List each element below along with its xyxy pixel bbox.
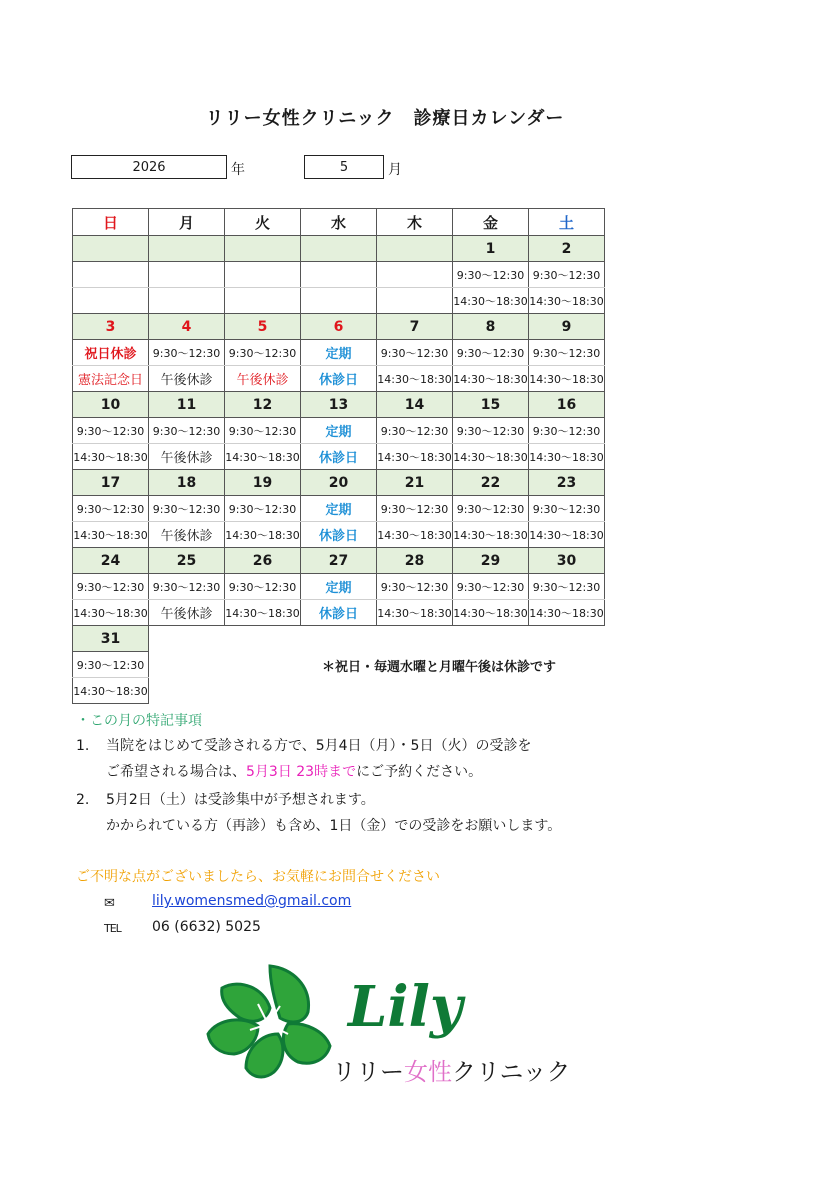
page-title: リリー女性クリニック 診療日カレンダー: [205, 108, 565, 129]
afternoon-slot: 午後休診: [149, 522, 225, 548]
morning-slot: 9:30〜12:30: [377, 340, 453, 366]
afternoon-slot: [73, 288, 149, 314]
morning-slot: 9:30〜12:30: [377, 418, 453, 444]
notice-1-deadline: 5月3日 23時まで: [246, 764, 357, 780]
date-cell: 28: [377, 548, 453, 574]
morning-slot: 9:30〜12:30: [529, 574, 605, 600]
afternoon-slot: 14:30〜18:30: [453, 600, 529, 626]
notice-1-line-2: [106, 759, 482, 785]
afternoon-slot: 14:30〜18:30: [377, 444, 453, 470]
date-cell: 17: [73, 470, 149, 496]
morning-slot: 9:30〜12:30: [225, 574, 301, 600]
logo-subtitle: [332, 1052, 571, 1087]
weekday-header: 火: [225, 209, 301, 236]
blank-cell: [453, 626, 529, 652]
afternoon-slot: [225, 288, 301, 314]
date-cell: 23: [529, 470, 605, 496]
date-cell: 29: [453, 548, 529, 574]
morning-slot: 9:30〜12:30: [73, 496, 149, 522]
morning-slot: [73, 262, 149, 288]
morning-slot: 9:30〜12:30: [149, 418, 225, 444]
afternoon-slot: [301, 288, 377, 314]
morning-slot: 9:30〜12:30: [453, 574, 529, 600]
afternoon-slot: 午後休診: [149, 600, 225, 626]
year-unit: 年: [231, 162, 245, 178]
closed-days-note: ＊祝日・毎週水曜と月曜午後は休診です: [322, 660, 557, 675]
notice-heading: ・この月の特記事項: [76, 713, 202, 729]
date-cell: 5: [225, 314, 301, 340]
notice-1-line-2-pre: ご希望される場合は、: [106, 764, 246, 780]
date-cell: 24: [73, 548, 149, 574]
date-cell: 18: [149, 470, 225, 496]
morning-slot: 9:30〜12:30: [529, 496, 605, 522]
afternoon-slot: 14:30〜18:30: [529, 600, 605, 626]
date-cell: 19: [225, 470, 301, 496]
weekday-header: 水: [301, 209, 377, 236]
morning-slot: 9:30〜12:30: [453, 262, 529, 288]
mail-icon: ✉: [104, 896, 115, 911]
date-cell: 30: [529, 548, 605, 574]
date-cell: 15: [453, 392, 529, 418]
afternoon-slot: 14:30〜18:30: [225, 600, 301, 626]
afternoon-slot: 14:30〜18:30: [73, 600, 149, 626]
afternoon-slot: 休診日: [301, 366, 377, 392]
date-cell: 20: [301, 470, 377, 496]
afternoon-slot: 14:30〜18:30: [529, 522, 605, 548]
blank-cell: [149, 626, 225, 652]
notice-2-number: 2.: [76, 792, 90, 808]
morning-slot: 9:30〜12:30: [73, 652, 149, 678]
afternoon-slot: 休診日: [301, 600, 377, 626]
afternoon-slot: 午後休診: [149, 444, 225, 470]
notice-2-line-2: かかられている方（再診）も含め、1日（金）での受診をお願いします。: [106, 818, 562, 834]
notice-1-line-1: 当院をはじめて受診される方で、5月4日（月）・5日（火）の受診を: [106, 738, 532, 754]
tel-icon: TEL: [104, 922, 121, 935]
afternoon-slot: 14:30〜18:30: [453, 366, 529, 392]
date-cell: [301, 236, 377, 262]
afternoon-slot: 午後休診: [149, 366, 225, 392]
date-cell: 26: [225, 548, 301, 574]
afternoon-slot: 14:30〜18:30: [377, 522, 453, 548]
date-cell: [377, 236, 453, 262]
date-cell: 25: [149, 548, 225, 574]
logo-sub-part-2: 女性: [404, 1058, 452, 1086]
blank-cell: [149, 678, 225, 704]
year-field: 2026: [71, 155, 227, 179]
afternoon-slot: 14:30〜18:30: [453, 522, 529, 548]
afternoon-slot: [377, 288, 453, 314]
afternoon-slot: 14:30〜18:30: [377, 600, 453, 626]
logo-sub-part-3: クリニック: [452, 1058, 571, 1086]
date-cell: 7: [377, 314, 453, 340]
morning-slot: 9:30〜12:30: [73, 574, 149, 600]
afternoon-slot: 14:30〜18:30: [73, 678, 149, 704]
date-cell: [225, 236, 301, 262]
blank-cell: [301, 678, 377, 704]
logo-wordmark: Lily: [348, 974, 463, 1040]
afternoon-slot: 午後休診: [225, 366, 301, 392]
morning-slot: [225, 262, 301, 288]
date-cell: 2: [529, 236, 605, 262]
morning-slot: 9:30〜12:30: [225, 418, 301, 444]
morning-slot: [149, 262, 225, 288]
blank-cell: [225, 652, 301, 678]
date-cell: 6: [301, 314, 377, 340]
morning-slot: 9:30〜12:30: [73, 418, 149, 444]
afternoon-slot: 14:30〜18:30: [225, 444, 301, 470]
morning-slot: 定期: [301, 574, 377, 600]
morning-slot: 9:30〜12:30: [453, 496, 529, 522]
morning-slot: 9:30〜12:30: [529, 340, 605, 366]
morning-slot: 9:30〜12:30: [529, 418, 605, 444]
blank-cell: [453, 678, 529, 704]
date-cell: 31: [73, 626, 149, 652]
morning-slot: 定期: [301, 496, 377, 522]
afternoon-slot: 14:30〜18:30: [453, 288, 529, 314]
afternoon-slot: 憲法記念日: [73, 366, 149, 392]
morning-slot: 9:30〜12:30: [529, 262, 605, 288]
morning-slot: 定期: [301, 340, 377, 366]
date-cell: 16: [529, 392, 605, 418]
date-cell: 12: [225, 392, 301, 418]
lily-flower-icon: [200, 958, 340, 1088]
weekday-header: 木: [377, 209, 453, 236]
weekday-header: 日: [73, 209, 149, 236]
blank-cell: [149, 652, 225, 678]
morning-slot: 定期: [301, 418, 377, 444]
notice-2-line-1: 5月2日（土）は受診集中が予想されます。: [106, 792, 375, 808]
date-cell: 14: [377, 392, 453, 418]
morning-slot: [377, 262, 453, 288]
blank-cell: [377, 626, 453, 652]
morning-slot: 9:30〜12:30: [225, 496, 301, 522]
morning-slot: 祝日休診: [73, 340, 149, 366]
afternoon-slot: 14:30〜18:30: [377, 366, 453, 392]
date-cell: 9: [529, 314, 605, 340]
morning-slot: 9:30〜12:30: [453, 340, 529, 366]
afternoon-slot: 14:30〜18:30: [453, 444, 529, 470]
date-cell: 22: [453, 470, 529, 496]
date-cell: [149, 236, 225, 262]
morning-slot: 9:30〜12:30: [377, 496, 453, 522]
email-link[interactable]: lily.womensmed@gmail.com: [152, 893, 352, 909]
date-cell: 10: [73, 392, 149, 418]
weekday-header: 土: [529, 209, 605, 236]
weekday-header: 月: [149, 209, 225, 236]
morning-slot: 9:30〜12:30: [149, 496, 225, 522]
blank-cell: [377, 678, 453, 704]
morning-slot: 9:30〜12:30: [149, 340, 225, 366]
date-cell: 21: [377, 470, 453, 496]
afternoon-slot: 14:30〜18:30: [73, 522, 149, 548]
afternoon-slot: 14:30〜18:30: [529, 288, 605, 314]
afternoon-slot: 14:30〜18:30: [529, 366, 605, 392]
weekday-header: 金: [453, 209, 529, 236]
date-cell: 27: [301, 548, 377, 574]
blank-cell: [301, 626, 377, 652]
contact-heading: ご不明な点がございましたら、お気軽にお問合せください: [76, 869, 440, 885]
date-cell: 1: [453, 236, 529, 262]
blank-cell: [529, 626, 605, 652]
morning-slot: 9:30〜12:30: [225, 340, 301, 366]
afternoon-slot: 休診日: [301, 444, 377, 470]
blank-cell: [225, 678, 301, 704]
logo-sub-part-1: リリー: [332, 1058, 404, 1086]
month-unit: 月: [388, 162, 402, 178]
blank-cell: [225, 626, 301, 652]
blank-cell: [529, 678, 605, 704]
date-cell: 3: [73, 314, 149, 340]
afternoon-slot: 14:30〜18:30: [529, 444, 605, 470]
date-cell: 11: [149, 392, 225, 418]
afternoon-slot: 14:30〜18:30: [73, 444, 149, 470]
afternoon-slot: 14:30〜18:30: [225, 522, 301, 548]
morning-slot: 9:30〜12:30: [453, 418, 529, 444]
morning-slot: 9:30〜12:30: [149, 574, 225, 600]
date-cell: 8: [453, 314, 529, 340]
date-cell: 13: [301, 392, 377, 418]
month-field: 5: [304, 155, 384, 179]
date-cell: 4: [149, 314, 225, 340]
afternoon-slot: 休診日: [301, 522, 377, 548]
calendar-table: [72, 208, 605, 704]
morning-slot: [301, 262, 377, 288]
morning-slot: 9:30〜12:30: [377, 574, 453, 600]
notice-1-line-2-post: にご予約ください。: [356, 764, 483, 780]
date-cell: [73, 236, 149, 262]
notice-1-number: 1.: [76, 738, 90, 754]
afternoon-slot: [149, 288, 225, 314]
phone-number: 06 (6632) 5025: [152, 919, 261, 935]
